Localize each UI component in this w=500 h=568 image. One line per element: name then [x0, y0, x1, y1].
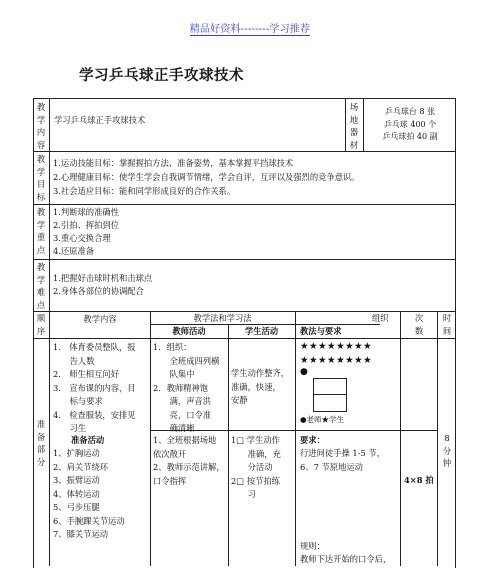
keypoints-list: [53, 206, 119, 258]
content-line: 4. 检查服装，安排见: [53, 409, 136, 420]
prep-student-bottom: [231, 434, 281, 502]
formation-stars-row1: ★★★★★★★★: [300, 341, 373, 352]
activity-item: 7、膝关节运动: [53, 529, 109, 539]
label-char: 备: [36, 431, 46, 442]
row-label-goals: [33, 153, 49, 203]
content-line: 2. 师生相互问好: [53, 369, 119, 379]
teacher-line: 全班成四列横: [153, 355, 220, 366]
activities-list: [53, 447, 125, 542]
teacher-line: 1．组织：: [153, 342, 192, 352]
venue-item: 乒乓球台 8 张: [384, 107, 436, 116]
time-char: 钟: [442, 458, 452, 468]
activity-item: 3、振臂运动: [53, 475, 100, 485]
prep-teacher-bottom: [153, 434, 225, 488]
time-value: [439, 432, 455, 470]
label-char: 容: [36, 139, 46, 150]
label-char: 教: [36, 207, 46, 217]
label-char: 教: [36, 262, 46, 272]
label-char: 教: [36, 154, 46, 164]
section-label-prep: [33, 418, 49, 468]
prep-content-top: [53, 341, 136, 436]
label-char: 器: [349, 127, 359, 137]
time-char: 8: [444, 433, 450, 443]
teacher-line: 满，声音洪: [153, 396, 212, 406]
header-order: [33, 312, 49, 337]
rules-line: 教师下达开始的口令后，: [300, 554, 392, 564]
activity-item: 2、肩关节绕环: [53, 461, 109, 472]
teacher-line: 队集中: [153, 369, 195, 379]
label-char: 学: [36, 114, 46, 125]
label-char: 数: [414, 325, 424, 336]
label-char: 标: [36, 191, 46, 202]
difficulty-item: 1.把握好击球时机和击球点: [53, 273, 153, 283]
row-label-content: [33, 101, 49, 151]
label-char: 学: [36, 274, 46, 285]
keypoint-item: 2.引拍、挥拍到位: [53, 220, 119, 230]
label-char: 点: [36, 244, 46, 255]
activities-title: 准备活动: [71, 435, 105, 445]
header-link[interactable]: 精品好资料--------学习推荐: [189, 24, 311, 35]
student-line: 准确，充: [231, 448, 281, 459]
requirements-title: 要求：: [300, 435, 325, 445]
header-teacher: 教师活动: [172, 326, 206, 336]
lesson-content-value: 学习乒乓球正手攻球技术: [54, 115, 146, 125]
teacher-line: 口令指挥: [153, 475, 187, 486]
header-org-sub: 教法与要求: [300, 326, 342, 336]
row-label-venue: [346, 101, 362, 151]
label-char: 时: [442, 313, 452, 323]
formation-diagram-box: [313, 378, 347, 412]
label-char: 次: [414, 313, 424, 323]
content-line: 1. 体育委员整队，报: [53, 342, 136, 352]
teacher-line: 依次散开: [153, 448, 187, 459]
student-line: 习: [231, 489, 256, 499]
row-label-difficulties: [33, 261, 49, 311]
label-char: 场: [349, 102, 359, 112]
label-char: 教: [36, 102, 46, 112]
goal-item: 3.社会适应目标：能和同学形成良好的合作关系。: [53, 186, 236, 196]
goal-item: 2.心理健康目标：使学生学会自我调节情绪，学会自评，互评以及强烈的竞争意识。: [53, 172, 360, 182]
activity-item: 5、弓步压腿: [53, 502, 100, 512]
keypoint-item: 3.重心交换合理: [53, 233, 111, 243]
teacher-line: 确清晰: [153, 423, 195, 433]
activity-item: 6、手腕踝关节运动: [53, 515, 125, 526]
keypoint-item: 4.还原准备: [53, 246, 95, 256]
label-char: 地: [349, 114, 359, 125]
teacher-line: 亮，口令准: [153, 409, 212, 420]
keypoint-item: 1.判断球的准确性: [53, 207, 119, 217]
header-student: 学生活动: [244, 326, 279, 336]
difficulty-item: 2.身体各部位的协调配合: [53, 286, 144, 296]
goals-list: [53, 156, 360, 198]
goal-item: 1.运动技能目标：掌握握拍方法、准备姿势，基本掌握平挡球技术: [53, 158, 294, 168]
student-line: 学生动作整齐，: [231, 368, 290, 378]
teacher-line: 1、全班根据场地: [153, 435, 217, 445]
label-char: 间: [442, 325, 452, 336]
student-line: 分活动: [231, 462, 273, 472]
formation-stars-row2: ★★★★★★★★: [300, 355, 373, 366]
teacher-line: 2、教师示范讲解，: [153, 462, 225, 472]
label-char: 材: [349, 139, 359, 150]
row-label-keypoints: [33, 206, 49, 256]
label-char: 目: [36, 179, 46, 189]
prep-student-top: [231, 367, 289, 408]
header-times: [410, 312, 428, 337]
label-char: 内: [36, 127, 46, 137]
label-char: 准: [36, 419, 46, 429]
activity-item: 4、体转运动: [53, 488, 100, 499]
content-line: 习生: [53, 423, 87, 433]
content-line: 标与要求: [53, 396, 103, 406]
difficulties-list: [53, 272, 152, 298]
header-content: 教学内容: [83, 314, 117, 324]
label-char: 分: [36, 456, 46, 467]
student-line: 准确，快速，: [231, 381, 281, 392]
requirements-lines: [300, 447, 385, 474]
venue-list: [366, 106, 454, 144]
content-line: 告人数: [53, 355, 95, 366]
label-char: 重: [36, 232, 46, 242]
teacher-line: 2．教师精神饱: [153, 382, 209, 393]
header-time: [439, 312, 455, 337]
header-method: 教学法和学习法: [193, 313, 252, 323]
page-title: 学习乒乓球正手攻球技术: [79, 68, 244, 84]
label-char: 顺: [36, 313, 46, 323]
student-line: 2□ 按节拍练: [231, 475, 280, 486]
venue-item: 乒乓球拍 40 副: [382, 132, 438, 141]
time-char: 分: [442, 445, 452, 456]
formation-teacher-dot: ●: [300, 367, 308, 377]
venue-item: 乒乓球 400 个: [383, 119, 437, 129]
formation-legend: ●老师★学生: [300, 415, 345, 424]
prep-teacher-top: [153, 341, 219, 436]
requirement-line: 行进间徒手操 1-5 节，: [300, 448, 386, 458]
label-char: 学: [36, 166, 46, 177]
label-char: 序: [36, 325, 46, 336]
requirement-line: 6、7 节原地运动: [300, 461, 363, 472]
label-char: 学: [36, 219, 46, 230]
label-char: 难: [36, 287, 46, 297]
activity-item: 1、扩胸运动: [53, 448, 100, 458]
label-char: 点: [36, 299, 46, 310]
content-line: 3. 宣布课的内容，目: [53, 382, 136, 393]
times-value: 4×8 拍: [404, 475, 434, 485]
student-line: 安静: [231, 395, 248, 405]
label-char: 部: [36, 444, 46, 454]
header-org: 组织: [372, 313, 389, 323]
student-line: 1□ 学生动作: [231, 435, 280, 445]
rules-title: 规则：: [300, 541, 325, 551]
